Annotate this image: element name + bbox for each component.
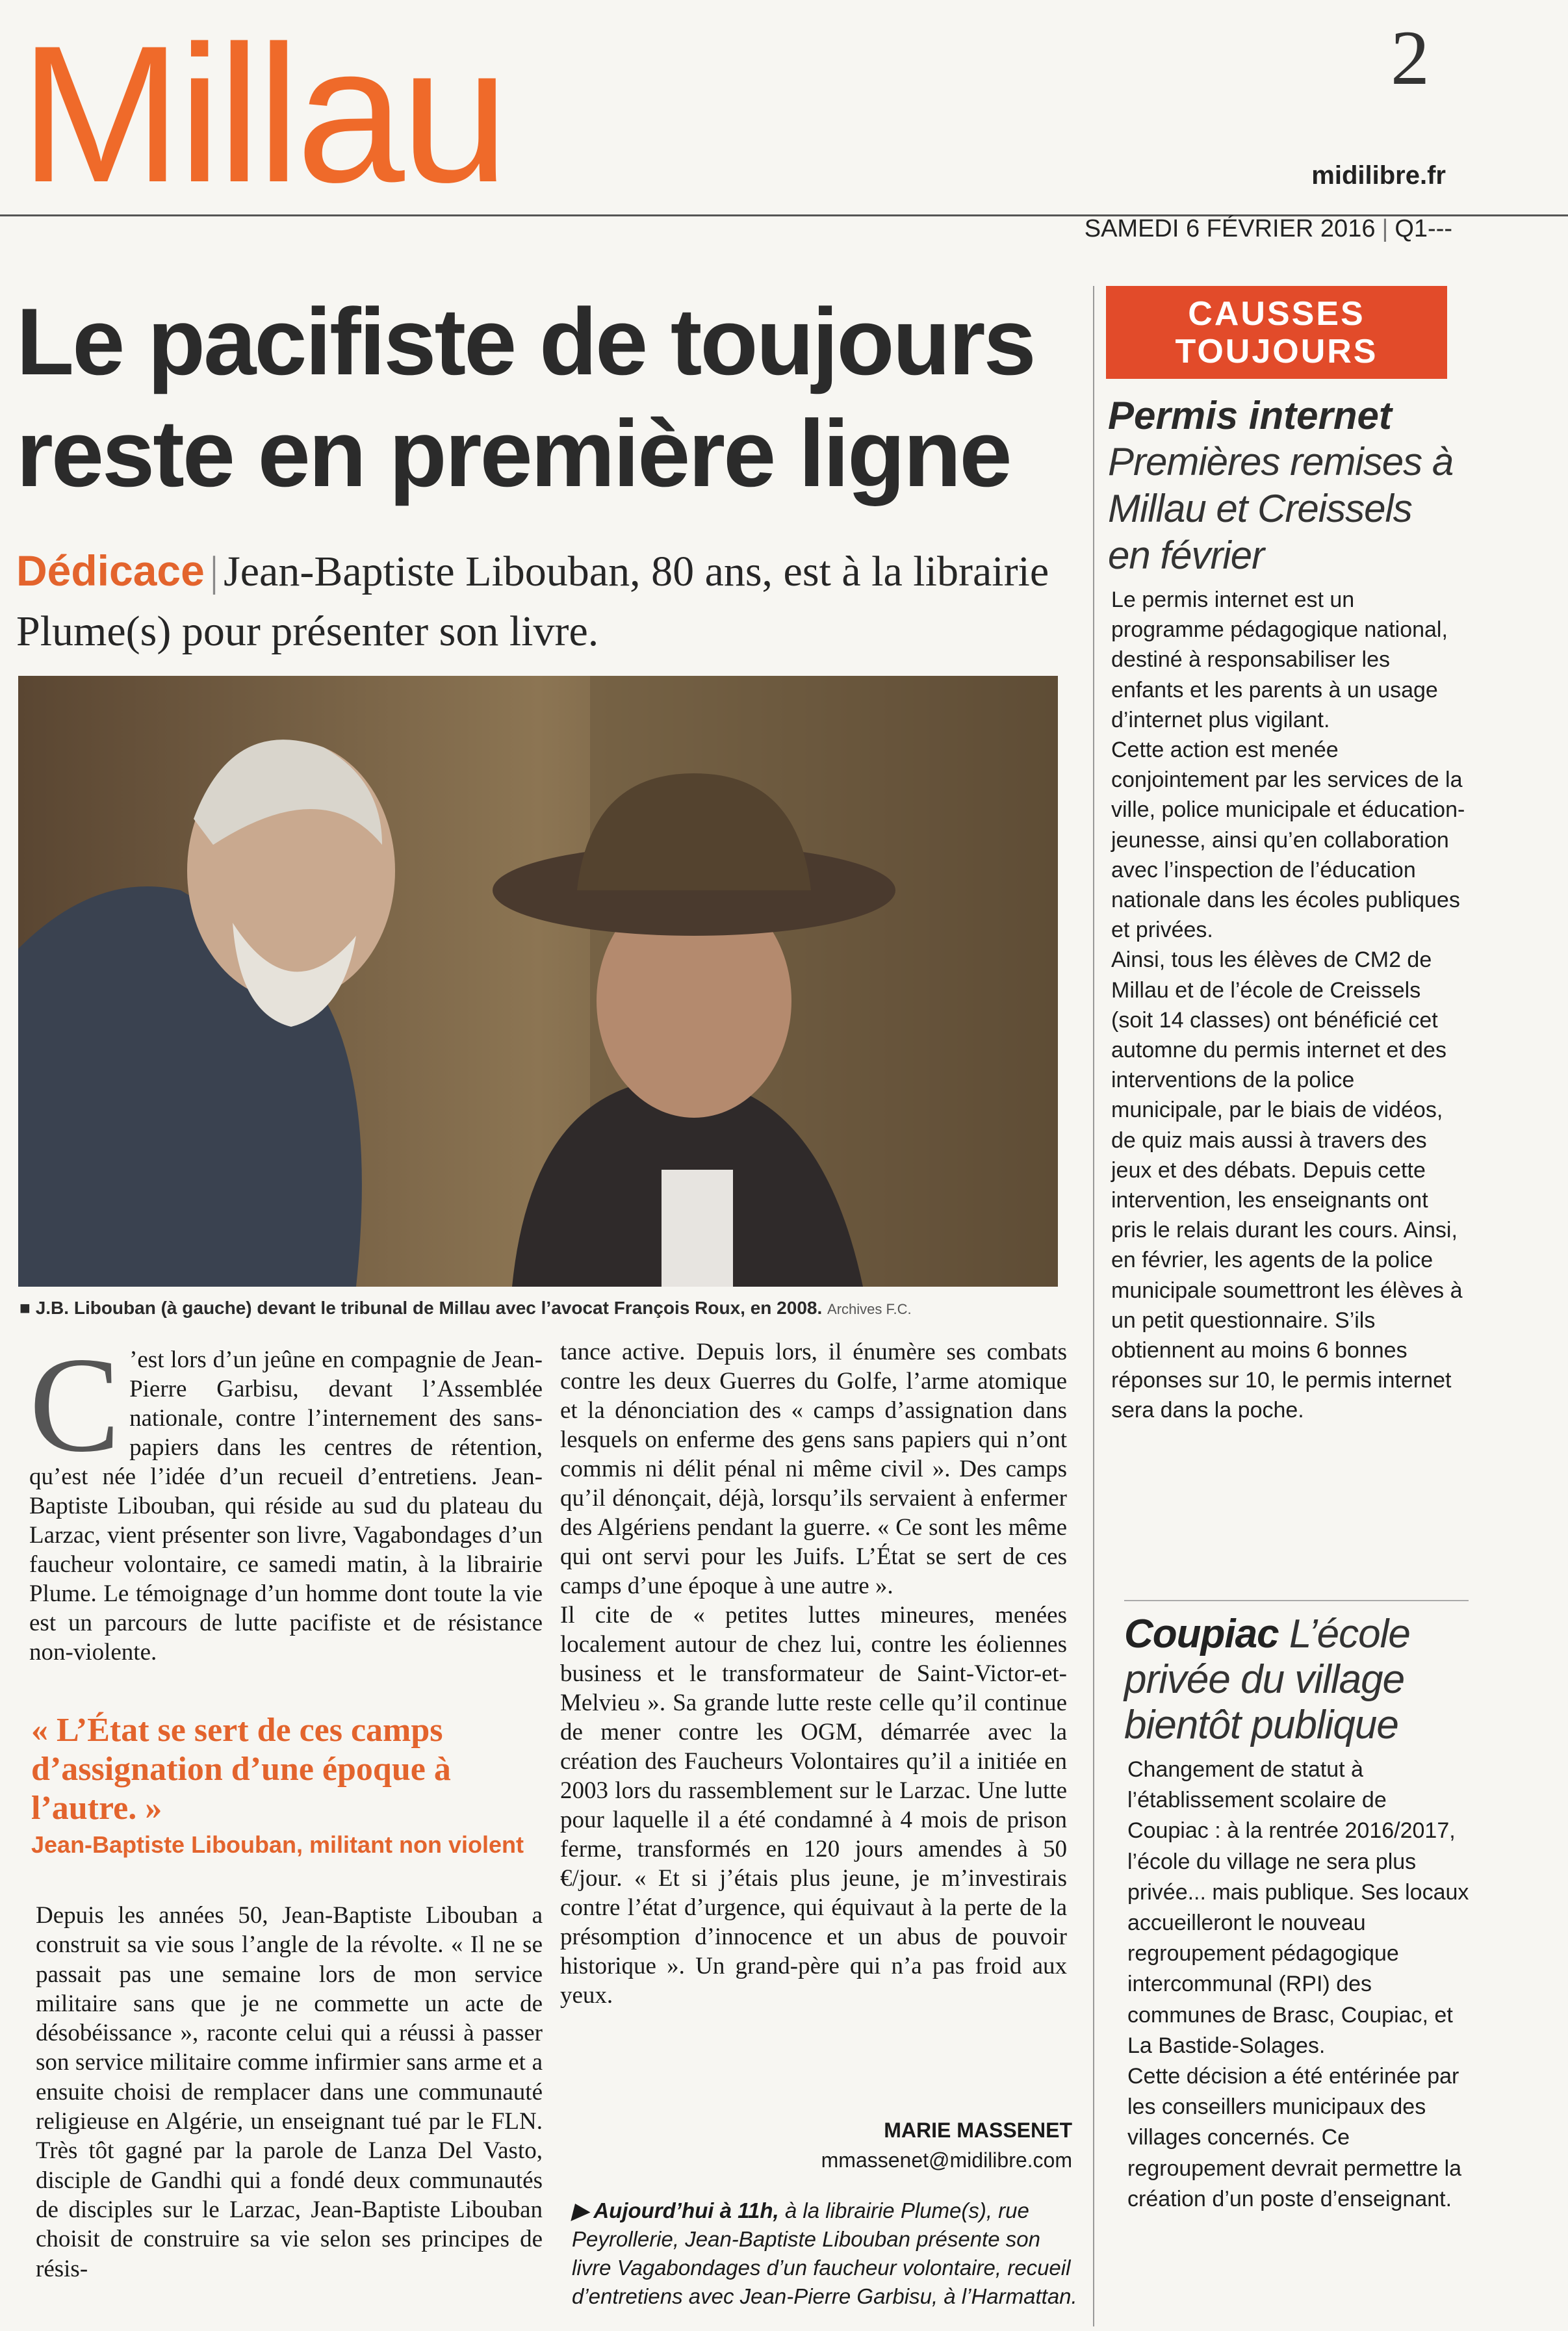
article-title: Le pacifiste de toujours reste en première ligne bbox=[16, 289, 1035, 506]
pull-quote bbox=[31, 1711, 545, 1859]
column-divider bbox=[1093, 286, 1094, 2326]
issue-date: SAMEDI 6 FÉVRIER 2016 bbox=[1084, 215, 1376, 242]
article-photo bbox=[18, 676, 1058, 1287]
dateline bbox=[1014, 214, 1452, 243]
page-number: 2 bbox=[1391, 14, 1430, 101]
caption-bullet-icon: ■ bbox=[19, 1298, 36, 1318]
article-column-2 bbox=[560, 1337, 1067, 2010]
standfirst bbox=[16, 541, 1069, 662]
kicker-separator: | bbox=[209, 548, 219, 595]
author-name: MARIE MASSENET bbox=[884, 2119, 1072, 2142]
brief-1-title: Permis internet bbox=[1108, 394, 1392, 437]
brief-paragraph: Le permis internet est un programme pédagogique national, destiné à responsabiliser les enfants et les parents à un usage d’internet plus vigilant. bbox=[1111, 587, 1448, 732]
photo-caption bbox=[19, 1298, 1059, 1319]
intro-paragraph: ’est lors d’un jeûne en compagnie de Jean-Pierre Garbisu, devant l’Assemblée nationale, contre l’internement des sans-papiers dans les centres de rétention, qu’est née l’idée d’un recueil d’entretiens. Jean-Baptiste Libouban, qui réside au sud du plateau du Larzac, vient présenter son livre, Vagabondages d’un faucheur volontaire, ce samedi matin, à la librairie Plume. Le témoignage d’un homme dont toute la vie est un parcours de lutte pacifiste et de résistance non-violente. bbox=[29, 1346, 543, 1666]
pull-quote-attribution: Jean-Baptiste Libouban, militant non violent bbox=[31, 1831, 524, 1858]
brief-paragraph: Changement de statut à l’établissement scolaire de Coupiac : à la rentrée 2016/2017, l’école du village ne sera plus privée... mais publique. Ses locaux accueilleront le nouveau regroupement pédagogique intercommunal (RPI) des communes de Brasc, Coupiac, et La Bastide-Solages. bbox=[1127, 1757, 1469, 2058]
brief-2-title: Coupiac bbox=[1124, 1612, 1279, 1656]
byline bbox=[812, 2115, 1072, 2175]
edition-code: Q1--- bbox=[1394, 215, 1452, 242]
brief-2-heading bbox=[1124, 1612, 1469, 1748]
event-arrow-icon: ▶ bbox=[572, 2198, 594, 2222]
event-text: à la librairie Plume(s), rue Peyrollerie, Jean-Baptiste Libouban présente son livre Vagabondages d’un faucheur volontaire, recueil d’entretiens avec Jean-Pierre Garbisu, à l’Harmattan. bbox=[572, 2198, 1077, 2308]
author-email[interactable]: mmassenet@midilibre.com bbox=[821, 2148, 1072, 2172]
badge-line-2: TOUJOURS bbox=[1175, 332, 1378, 370]
article-column-1 bbox=[36, 1901, 543, 2284]
brief-paragraph: Ainsi, tous les élèves de CM2 de Millau et de l’école de Creissels (soit 14 classes) ont bénéficié cet automne du permis internet et des interventions de la police municipale, par le biais de vidéos, de quiz mais aussi à travers des jeux et des débats. Depuis cette intervention, les enseignants ont pris le relais durant les cours. Ainsi, en février, les agents de la police municipale soumettront les élèves à un petit questionnaire. S’ils obtiennent au moins 6 bonnes réponses sur 10, le permis internet sera dans la poche. bbox=[1111, 947, 1463, 1423]
event-note bbox=[572, 2196, 1079, 2311]
badge-line-1: CAUSSES bbox=[1188, 294, 1365, 333]
caption-text: J.B. Libouban (à gauche) devant le tribunal de Millau avec l’avocat François Roux, en 2008. bbox=[35, 1298, 823, 1318]
brief-2-subtitle: L’école privée du village bientôt publique bbox=[1124, 1612, 1410, 1747]
dateline-separator: | bbox=[1382, 215, 1389, 242]
brief-paragraph: Cette action est menée conjointement par les services de la ville, police municipale et éducation-jeunesse, ainsi qu’en collaboration avec l’inspection de l’éducation nationale dans les écoles publiques et privées. bbox=[1111, 738, 1465, 943]
site-name: midilibre.fr bbox=[1311, 161, 1446, 190]
body-paragraph: Depuis les années 50, Jean-Baptiste Libouban a construit sa vie sous l’angle de la révolte. « Il ne se passait pas une semaine lors de mon service militaire sans que je ne commette un acte de désobéissance », raconte celui qui a réussi à passer son service militaire comme infirmier sans arme et a ensuite choisi de remplacer dans une communauté religieuse en Algérie, un enseignant tué par le FLN. Très tôt gagné par la parole de Lanza Del Vasto, disciple de Gandhi qui a fondé deux communautés de disciples sur le Larzac, Jean-Baptiste Libouban choisit de construire sa vie selon ses principes de résis- bbox=[36, 1902, 543, 2282]
sidebar-badge bbox=[1106, 286, 1447, 379]
brief-1-subtitle: Premières remises à Millau et Creissels en février bbox=[1108, 440, 1454, 577]
brief-2-body bbox=[1127, 1755, 1472, 2215]
article-intro bbox=[29, 1330, 543, 1667]
pull-quote-text: « L’État se sert de ces camps d’assignation d’une époque à l’autre. » bbox=[31, 1712, 451, 1827]
photo-credit: Archives F.C. bbox=[827, 1301, 912, 1317]
body-paragraph: tance active. Depuis lors, il énumère ses combats contre les deux Guerres du Golfe, l’arme atomique et la dénonciation des « camps d’assignation dans lesquels on enferme des gens sans papiers qui n’ont commis ni délit pénal ni même civil ». Des camps qu’il dénonçait, déjà, lorsqu’ils servaient à enfermer des Algériens pendant la guerre. « Ce sont les même qui ont servi pour les Juifs. L’État se sert de ces camps d’une époque à une autre ». bbox=[560, 1339, 1067, 1599]
brief-paragraph: Cette décision a été entérinée par les conseillers municipaux des villages concernés. Ce regroupement devrait permettre la création d’un poste d’enseignant. bbox=[1127, 2064, 1462, 2211]
standfirst-text: Jean-Baptiste Libouban, 80 ans, est à la librairie Plume(s) pour présenter son livre. bbox=[16, 548, 1049, 655]
kicker: Dédicace bbox=[16, 547, 205, 595]
event-lead: Aujourd’hui à 11h, bbox=[593, 2198, 779, 2222]
section-masthead: Millau bbox=[19, 5, 506, 223]
brief-1-body bbox=[1111, 585, 1465, 1426]
sidebar-divider bbox=[1124, 1600, 1469, 1601]
drop-cap: C bbox=[29, 1330, 121, 1480]
body-paragraph: Il cite de « petites luttes mineures, menées localement autour de chez lui, contre les éoliennes business et le transformateur de Saint-Victor-et-Melvieu ». Sa grande lutte reste celle qu’il continue de mener contre les OGM, démarrée avec la création des Faucheurs Volontaires qu’il a initiée en 2003 lors du rassemblement sur le Larzac. Une lutte pour laquelle il a été condamné à 4 mois de prison ferme, transformés en 120 jours amendes à 50 €/jour. « Et si j’étais plus jeune, je m’investirais contre l’état d’urgence, qui équivaut à la perte de la présomption d’innocence et un abus de pouvoir historique ». Un grand-père qui n’a pas froid aux yeux. bbox=[560, 1602, 1067, 2009]
